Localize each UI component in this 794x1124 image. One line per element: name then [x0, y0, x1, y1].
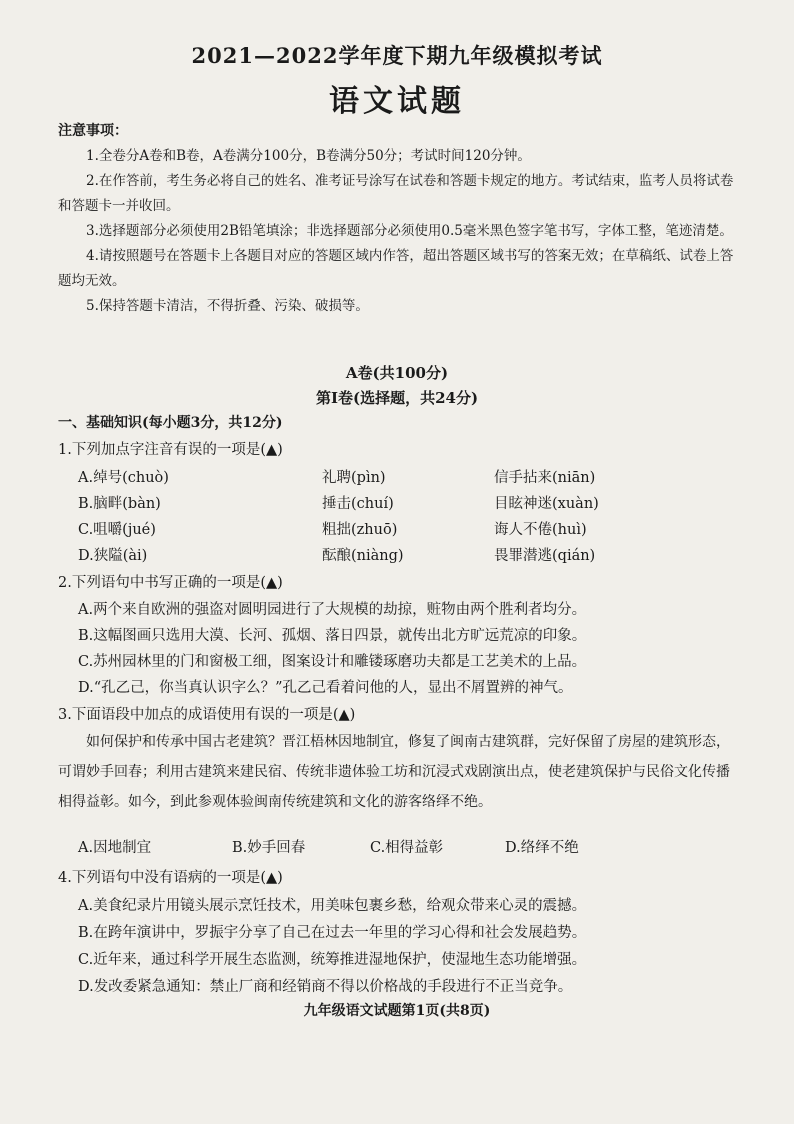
q1-option: 粗拙(zhuō): [322, 522, 398, 538]
answer-mark: ▲: [266, 442, 278, 458]
q3-option: D.络绎不绝: [505, 840, 579, 856]
note-item: 3.选择题部分必须使用2B铅笔填涂；非选择题部分必须使用0.5毫米黑色签字笔书写，字体工整，笔迹清楚。: [86, 223, 733, 239]
note-item: 1.全卷分A卷和B卷，A卷满分100分，B卷满分50分；考试时间120分钟。: [86, 148, 531, 164]
q2-option: C.苏州园林里的门和窗极工细，图案设计和雕镂琢磨功夫都是工艺美术的上品。: [78, 654, 587, 670]
q2-option: B.这幅图画只选用大漠、长河、孤烟、落日四景，就传出北方旷远荒凉的印象。: [78, 628, 587, 644]
q1-option: 目眩神迷(xuàn): [494, 496, 599, 512]
q1-option: 捶击(chuí): [322, 496, 394, 512]
notes-list: [58, 144, 738, 319]
answer-mark: ▲: [266, 870, 278, 886]
answer-mark: ▲: [266, 575, 278, 591]
q3-option: B.妙手回春: [232, 840, 306, 856]
page-footer: 九年级语文试题第1页(共8页): [303, 1003, 491, 1019]
q4-option: C.近年来，通过科学开展生态监测，统筹推进湿地保护，使湿地生态功能增强。: [78, 952, 587, 968]
q2-option: A.两个来自欧洲的强盗对圆明园进行了大规模的劫掠，赃物由两个胜利者均分。: [78, 602, 587, 618]
answer-mark: ▲: [338, 707, 350, 723]
question-2-stem: 2.下列语句中书写正确的一项是(▲): [58, 575, 283, 591]
q1-option: 信手拈来(niān): [494, 470, 596, 486]
basic-knowledge-heading: 一、基础知识(每小题3分，共12分): [58, 415, 283, 431]
note-item: 4.请按照题号在答题卡上各题目对应的答题区域内作答，超出答题区域书写的答案无效；在草稿纸、试卷上答题均无效。: [58, 248, 734, 289]
section-a-heading: A卷(共100分): [345, 364, 449, 382]
q1-option: D.狭隘(ài): [78, 548, 148, 564]
q1-option: 诲人不倦(huì): [494, 522, 587, 538]
q4-option: D.发改委紧急通知：禁止厂商和经销商不得以价格战的手段进行不正当竞争。: [78, 979, 573, 995]
part1-heading: 第Ⅰ卷(选择题，共24分): [315, 389, 479, 407]
question-3-stem: 3.下面语段中加点的成语使用有误的一项是(▲): [58, 707, 356, 723]
question-1-stem: 1.下列加点字注音有误的一项是(▲): [58, 442, 283, 458]
note-item: 5.保持答题卡清洁，不得折叠、污染、破损等。: [86, 298, 369, 314]
q1-option: 礼聘(pìn): [322, 470, 386, 486]
q3-passage: 如何保护和传承中国古老建筑？晋江梧林因地制宜，修复了闽南古建筑群，完好保留了房屋的建筑形态，可谓妙手回春；利用古建筑来建民宿、传统非遗体验工坊和沉浸式戏剧演出点，使老建筑保护与民俗文化传播相得益彰。如今，到此参观体验闽南传统建筑和文化的游客络绎不绝。: [58, 734, 730, 810]
note-item: 2.在作答前，考生务必将自己的姓名、准考证号涂写在试卷和答题卡规定的地方。考试结束，监考人员将试卷和答题卡一并收回。: [58, 173, 734, 214]
q1-option: 酝酿(niàng): [322, 548, 404, 564]
q4-option: A.美食纪录片用镜头展示烹饪技术，用美味包裹乡愁，给观众带来心灵的震撼。: [78, 898, 587, 914]
q1-option: B.脑畔(bàn): [78, 496, 161, 512]
exam-title: 2021—2022学年度下期九年级模拟考试: [191, 43, 603, 68]
q2-option: D.“孔乙己，你当真认识字么？”孔乙己看着问他的人，显出不屑置辨的神气。: [78, 680, 573, 696]
q3-option: A.因地制宜: [78, 840, 152, 856]
notes-heading: 注意事项：: [58, 123, 128, 139]
q3-option: C.相得益彰: [370, 840, 444, 856]
question-4-stem: 4.下列语句中没有语病的一项是(▲): [58, 870, 283, 886]
q1-option: C.咀嚼(jué): [78, 522, 156, 538]
subject-title: 语文试题: [329, 84, 465, 119]
q1-option: 畏罪潜逃(qián): [494, 548, 596, 564]
q1-option: A.绰号(chuò): [78, 470, 169, 486]
q4-option: B.在跨年演讲中，罗振宇分享了自己在过去一年里的学习心得和社会发展趋势。: [78, 925, 587, 941]
